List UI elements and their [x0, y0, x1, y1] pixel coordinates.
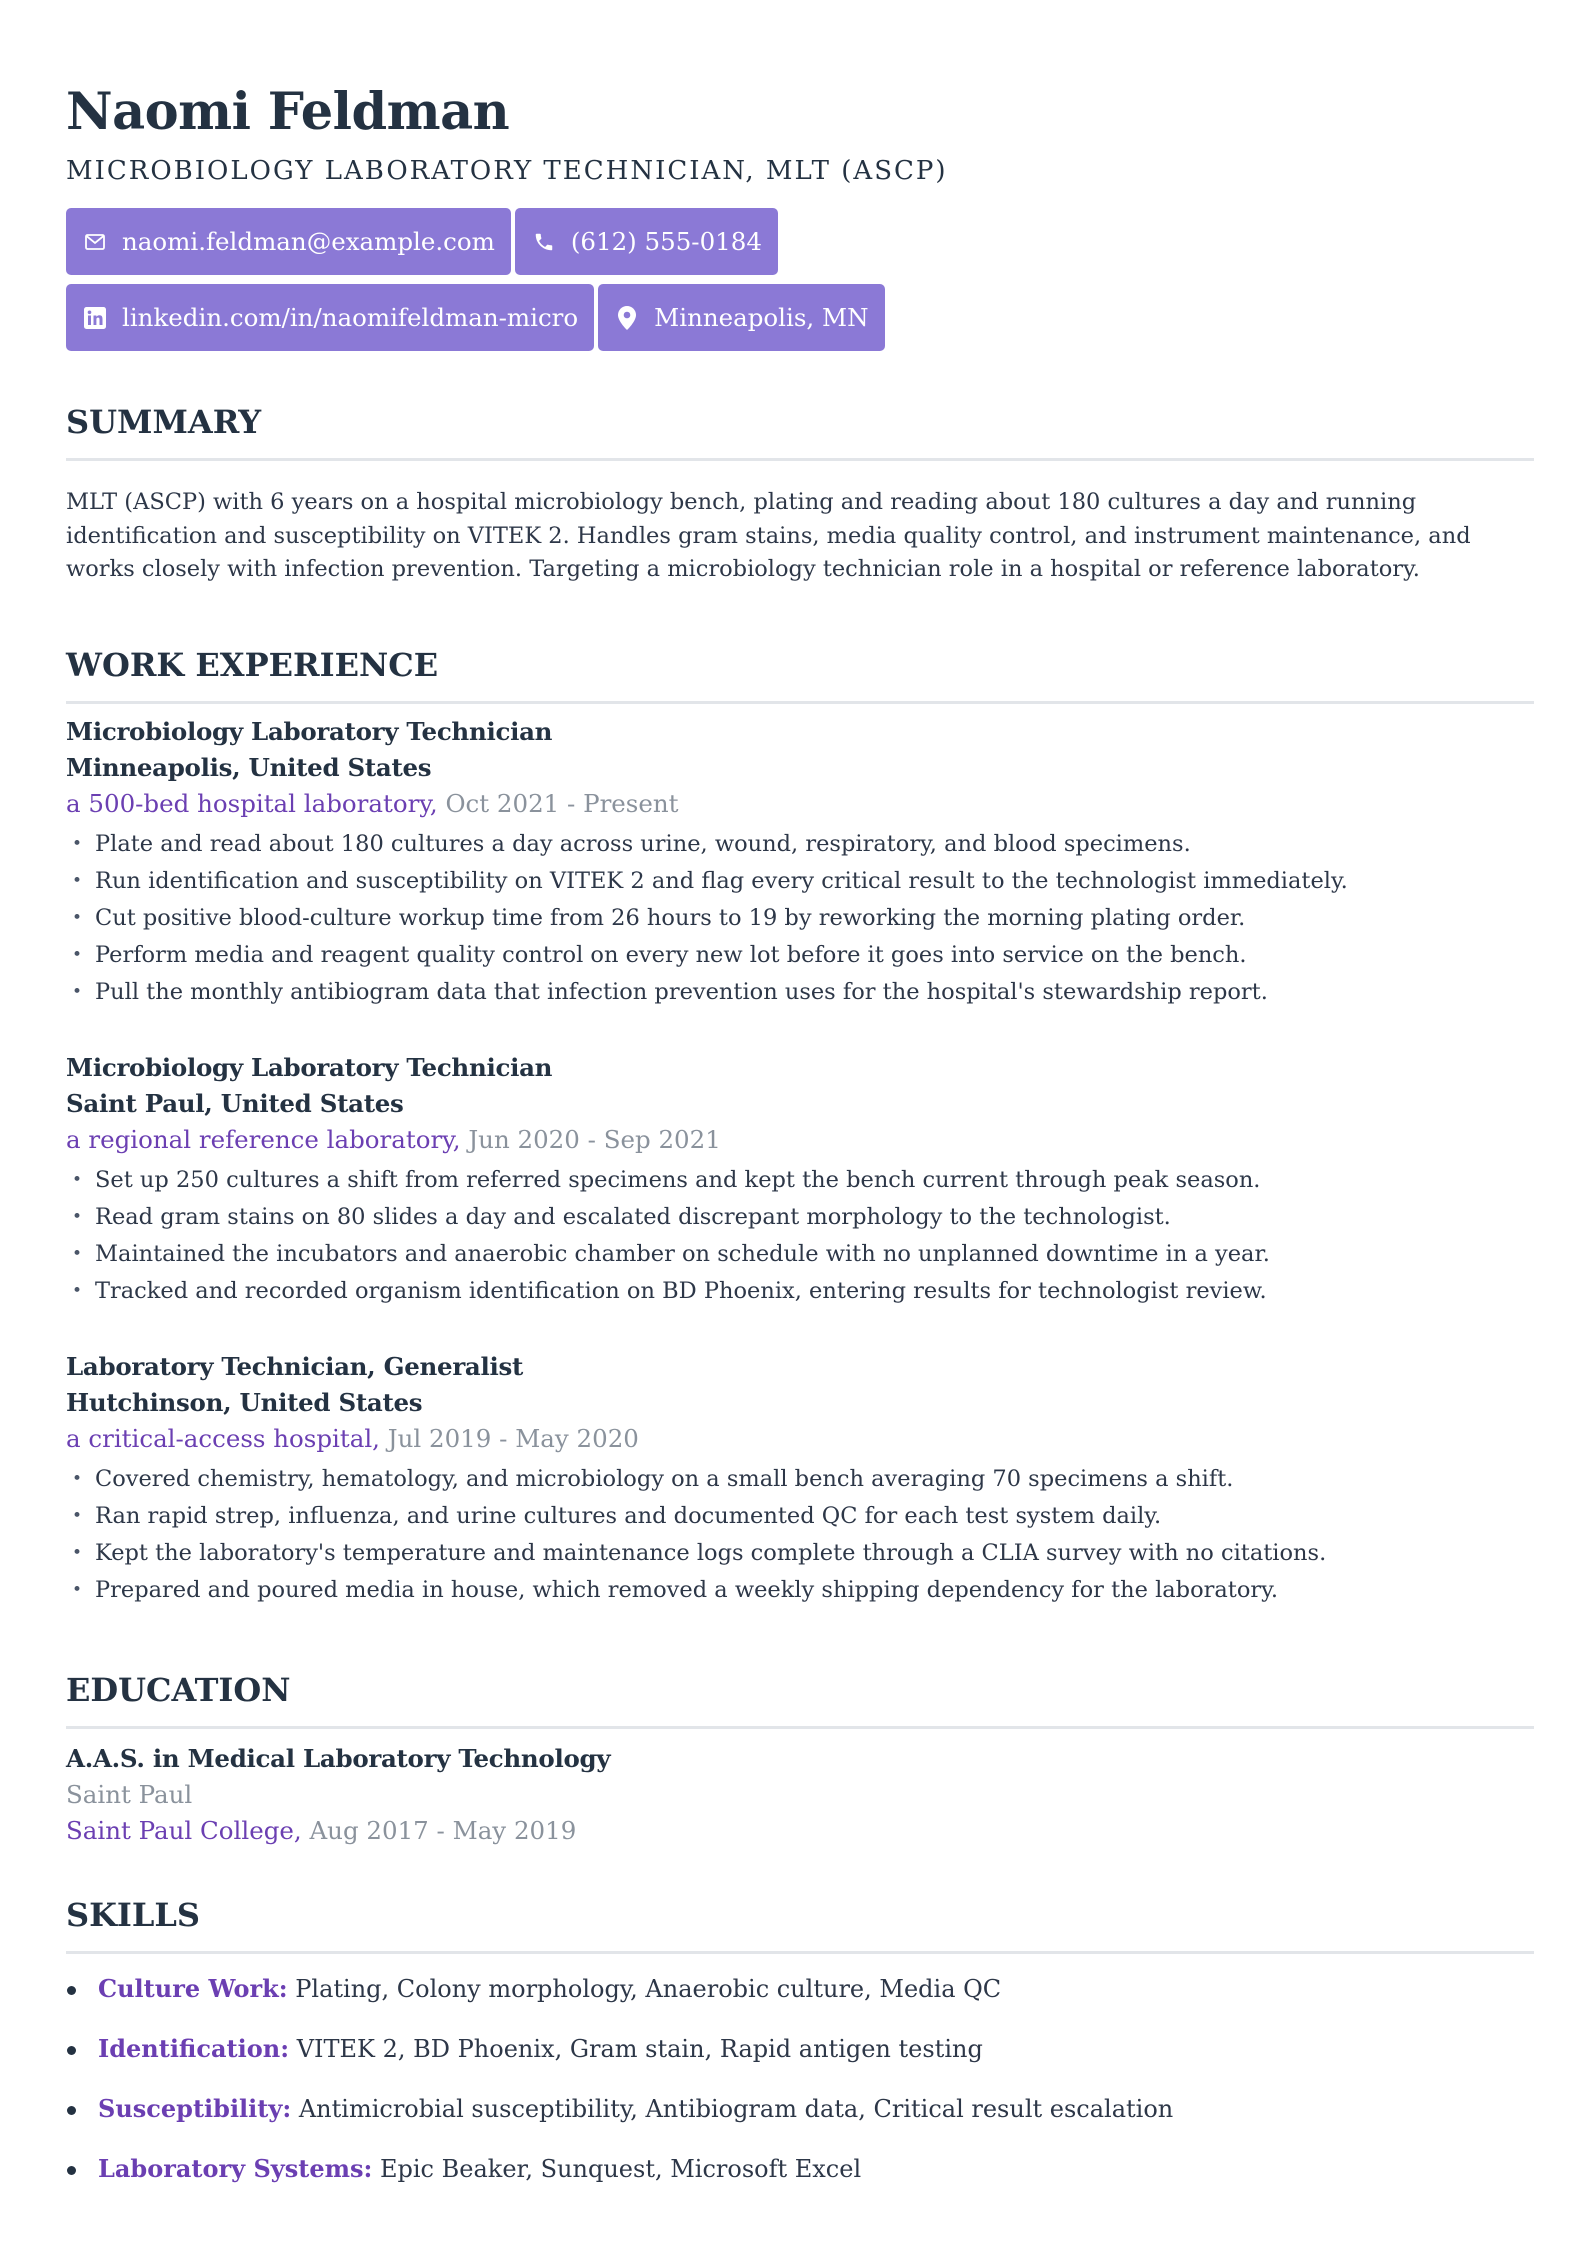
resume-header — [66, 80, 1534, 360]
education-entry — [66, 1741, 1534, 1849]
email-icon — [82, 229, 108, 255]
location-chip[interactable] — [598, 284, 884, 351]
skill-values: Plating, Colony morphology, Anaerobic culture, Media QC — [295, 1975, 1002, 2003]
job-location: Hutchinson, United States — [66, 1388, 423, 1417]
list-item: • Perform media and reagent quality control on every new lot before it goes into service on the bench. — [66, 937, 1534, 974]
job-title: Microbiology Laboratory Technician — [66, 1053, 553, 1082]
email-chip[interactable] — [66, 208, 511, 275]
job-employer: a critical-access hospital, — [66, 1424, 380, 1453]
phone-text: (612) 555-0184 — [570, 227, 762, 256]
list-item: • Run identification and susceptibility on VITEK 2 and flag every critical result to the technologist immediately. — [66, 863, 1534, 900]
job-entry — [66, 1050, 1534, 1310]
skill-category: Identification: — [98, 2034, 290, 2063]
list-item: • Covered chemistry, hematology, and microbiology on a small bench averaging 70 specimens a shift. — [66, 1461, 1534, 1498]
list-item: • Set up 250 cultures a shift from referred specimens and kept the bench current through peak season. — [66, 1162, 1534, 1199]
job-bullets — [66, 1461, 1534, 1609]
candidate-title: MICROBIOLOGY LABORATORY TECHNICIAN, MLT (ASCP) — [66, 156, 948, 186]
list-item: • Ran rapid strep, influenza, and urine cultures and documented QC for each test system daily. — [66, 1498, 1534, 1535]
job-meta — [66, 786, 1534, 822]
linkedin-icon — [82, 305, 108, 331]
edu-location: Saint Paul — [66, 1780, 193, 1809]
job-location: Saint Paul, United States — [66, 1089, 404, 1118]
list-item: • Plate and read about 180 cultures a day across urine, wound, respiratory, and blood specimens. — [66, 826, 1534, 863]
job-dates: Jun 2020 - Sep 2021 — [468, 1125, 721, 1154]
job-dates: Jul 2019 - May 2020 — [387, 1424, 639, 1453]
skill-category: Laboratory Systems: — [98, 2154, 373, 2183]
skill-category: Culture Work: — [98, 1974, 288, 2003]
edu-meta — [66, 1813, 1534, 1849]
list-item: • Maintained the incubators and anaerobic chamber on schedule with no unplanned downtime in a year. — [66, 1236, 1534, 1273]
job-dates: Oct 2021 - Present — [445, 789, 679, 818]
list-item — [66, 2034, 1534, 2064]
email-text: naomi.feldman@example.com — [122, 227, 495, 256]
experience-heading: WORK EXPERIENCE — [66, 646, 439, 684]
job-meta — [66, 1421, 1534, 1457]
list-item: • Prepared and poured media in house, which removed a weekly shipping dependency for the laboratory. — [66, 1572, 1534, 1609]
section-divider — [66, 701, 1534, 704]
job-bullets — [66, 826, 1534, 1011]
phone-icon — [531, 229, 557, 255]
candidate-name: Naomi Feldman — [66, 82, 510, 142]
job-location: Minneapolis, United States — [66, 753, 432, 782]
section-divider — [66, 1726, 1534, 1729]
education-section — [66, 1670, 1534, 1849]
job-entry — [66, 1349, 1534, 1609]
skills-section — [66, 1895, 1534, 2214]
edu-dates: Aug 2017 - May 2019 — [309, 1816, 577, 1845]
list-item — [66, 1974, 1534, 2004]
edu-degree: A.A.S. in Medical Laboratory Technology — [66, 1744, 611, 1773]
linkedin-chip[interactable] — [66, 284, 594, 351]
skill-values: Antimicrobial susceptibility, Antibiogram data, Critical result escalation — [298, 2095, 1174, 2123]
skill-values: Epic Beaker, Sunquest, Microsoft Excel — [380, 2155, 862, 2183]
list-item — [66, 2094, 1534, 2124]
summary-text: MLT (ASCP) with 6 years on a hospital microbiology bench, plating and reading about 180 cultures a day and running identification and susceptibility on VITEK 2. Handles gram stains, media quality control, and instrument maintenance, and works closely with infection prevention. Targeting a microbiology technician role in a hospital or reference laboratory. — [66, 489, 1471, 582]
job-employer: a 500-bed hospital laboratory, — [66, 789, 438, 818]
list-item: • Pull the monthly antibiogram data that infection prevention uses for the hospital's stewardship report. — [66, 974, 1534, 1011]
job-title: Microbiology Laboratory Technician — [66, 717, 553, 746]
skills-heading: SKILLS — [66, 1896, 200, 1934]
job-bullets — [66, 1162, 1534, 1310]
job-meta — [66, 1122, 1534, 1158]
education-heading: EDUCATION — [66, 1671, 291, 1709]
location-text: Minneapolis, MN — [654, 303, 869, 332]
section-divider — [66, 1951, 1534, 1954]
list-item: • Tracked and recorded organism identification on BD Phoenix, entering results for technologist review. — [66, 1273, 1534, 1310]
summary-heading: SUMMARY — [66, 403, 262, 441]
list-item — [66, 2154, 1534, 2184]
skill-category: Susceptibility: — [98, 2094, 292, 2123]
summary-section — [66, 402, 1534, 587]
location-pin-icon — [614, 305, 640, 331]
list-item: • Read gram stains on 80 slides a day and escalated discrepant morphology to the technologist. — [66, 1199, 1534, 1236]
job-employer: a regional reference laboratory, — [66, 1125, 461, 1154]
edu-school: Saint Paul College, — [66, 1816, 302, 1845]
job-entry — [66, 714, 1534, 1011]
experience-section — [66, 645, 1534, 704]
skills-list — [66, 1974, 1534, 2184]
job-title: Laboratory Technician, Generalist — [66, 1352, 524, 1381]
section-divider — [66, 458, 1534, 461]
linkedin-text: linkedin.com/in/naomifeldman-micro — [122, 303, 579, 332]
contact-chips — [66, 208, 1066, 360]
list-item: • Kept the laboratory's temperature and maintenance logs complete through a CLIA survey with no citations. — [66, 1535, 1534, 1572]
skill-values: VITEK 2, BD Phoenix, Gram stain, Rapid antigen testing — [296, 2035, 983, 2063]
phone-chip[interactable] — [515, 208, 778, 275]
list-item: • Cut positive blood-culture workup time from 26 hours to 19 by reworking the morning plating order. — [66, 900, 1534, 937]
